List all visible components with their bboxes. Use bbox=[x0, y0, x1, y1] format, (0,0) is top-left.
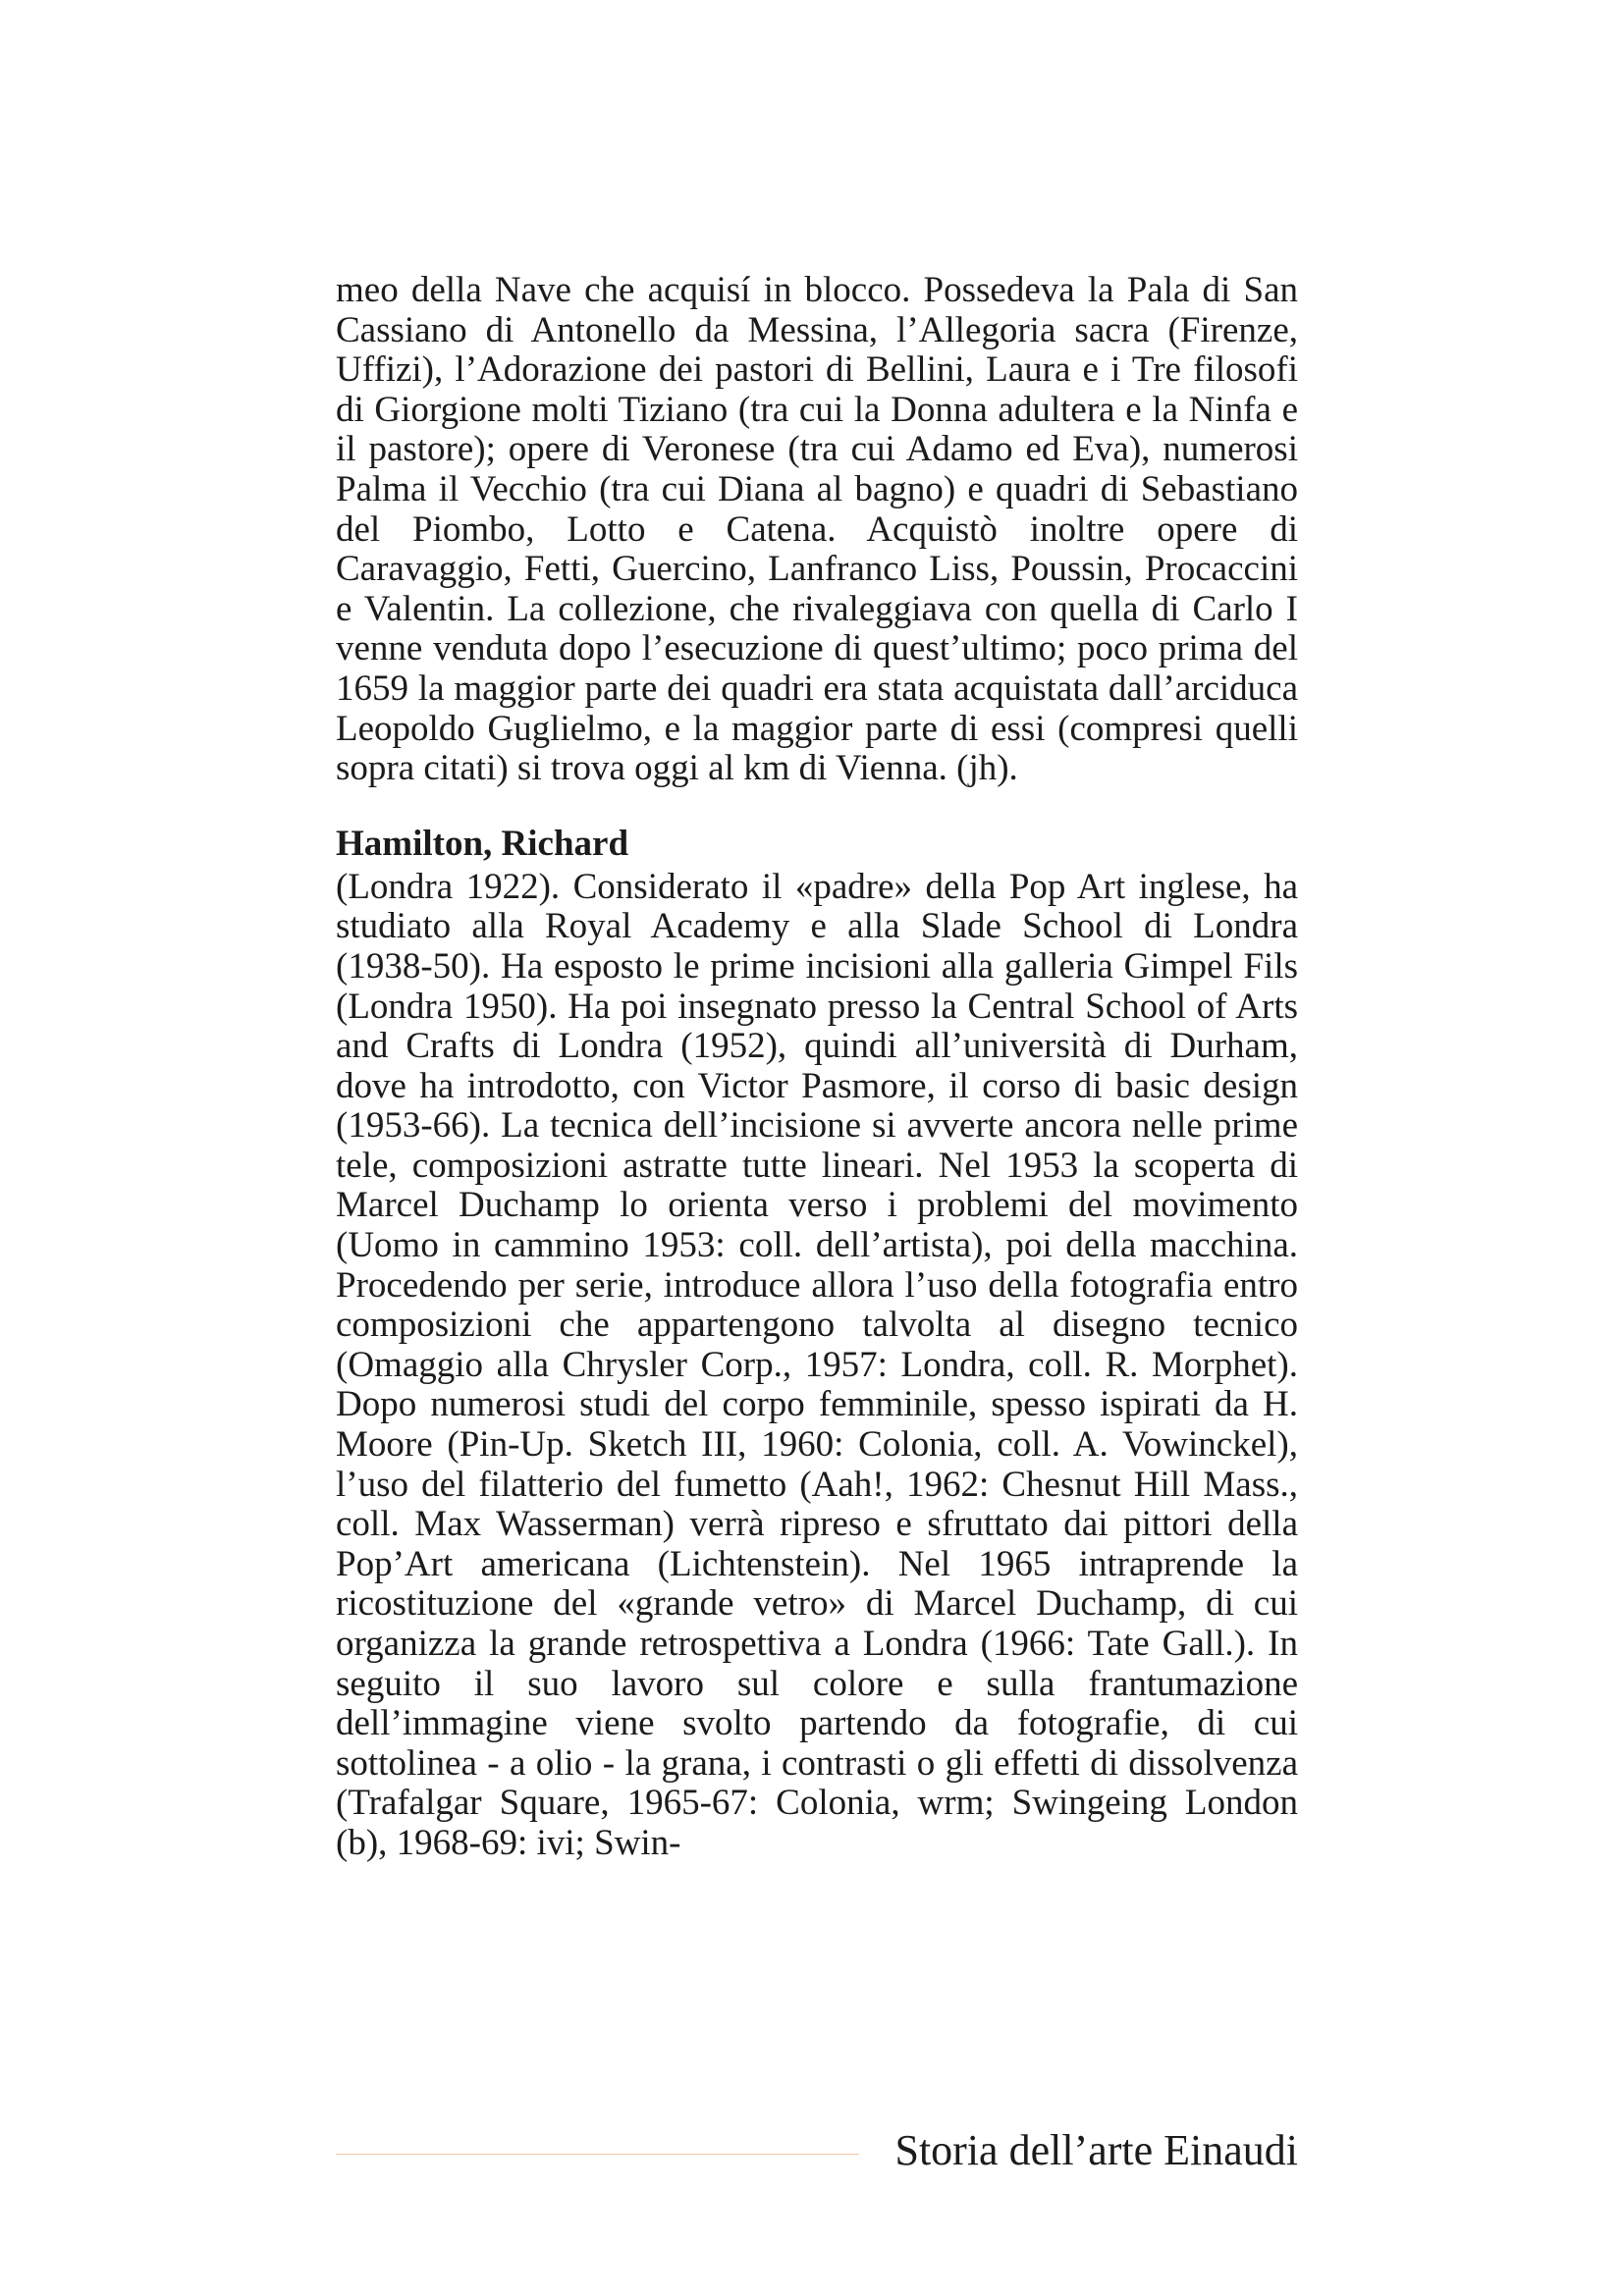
footer-rule bbox=[336, 2154, 859, 2155]
footer-title: Storia dell’arte Einaudi bbox=[894, 2126, 1298, 2174]
entry-heading: Hamilton, Richard bbox=[336, 823, 629, 864]
previous-entry-paragraph: meo della Nave che acquisí in blocco. Possedeva la Pala di San Cassiano di Antonello da Messina, l’Allegoria sacra (Firenze, Uffizi), l’Adorazione dei pastori di Bellini, Laura e i Tre filosofi di Giorgione molti Tiziano (tra cui la Donna adultera e la Ninfa e il pastore); opere di Veronese (tra cui Adamo ed Eva), numerosi Palma il Vecchio (tra cui Diana al bagno) e quadri di Sebastiano del Piombo, Lotto e Catena. Acquistò inoltre opere di Caravaggio, Fetti, Guercino, Lanfranco Liss, Poussin, Procaccini e Valentin. La collezione, che rivaleggiava con quella di Carlo I venne venduta dopo l’esecuzione di quest’ultimo; poco prima del 1659 la maggior parte dei quadri era stata acquistata dall’arciduca Leopoldo Guglielmo, e la maggior parte di essi (compresi quelli sopra citati) si trova oggi al km di Vienna. (jh). bbox=[336, 270, 1298, 789]
entry-paragraph: (Londra 1922). Considerato il «padre» della Pop Art inglese, ha studiato alla Royal Academy e alla Slade School di Londra (1938-50). Ha esposto le prime incisioni alla galleria Gimpel Fils (Londra 1950). Ha poi insegnato presso la Central School of Arts and Crafts di Londra (1952), quindi all’università di Durham, dove ha introdotto, con Victor Pasmore, il corso di basic design (1953-66). La tecnica dell’incisione si avverte ancora nelle prime tele, composizioni astratte tutte lineari. Nel 1953 la scoperta di Marcel Duchamp lo orienta verso i problemi del movimento (Uomo in cammino 1953: coll. dell’artista), poi della macchina. Procedendo per serie, introduce allora l’uso della fotografia entro composizioni che appartengono talvolta al disegno tecnico (Omaggio alla Chrysler Corp., 1957: Londra, coll. R. Morphet). Dopo numerosi studi del corpo femminile, spesso ispirati da H. Moore (Pin-Up. Sketch III, 1960: Colonia, coll. A. Vowinckel), l’uso del filatterio del fumetto (Aah!, 1962: Chesnut Hill Mass., coll. Max Wasserman) verrà ripreso e sfruttato dai pittori della Pop’Art americana (Lichtenstein). Nel 1965 intraprende la ricostituzione del «grande vetro» di Marcel Duchamp, di cui organizza la grande retrospettiva a Londra (1966: Tate Gall.). In seguito il suo lavoro sul colore e sulla frantumazione dell’immagine viene svolto partendo da fotografie, di cui sottolinea - a olio - la grana, i contrasti o gli effetti di dissolvenza (Trafalgar Square, 1965-67: Colonia, wrm; Swingeing London (b), 1968-69: ivi; Swin- bbox=[336, 866, 1298, 1863]
text-column bbox=[336, 271, 1298, 1864]
